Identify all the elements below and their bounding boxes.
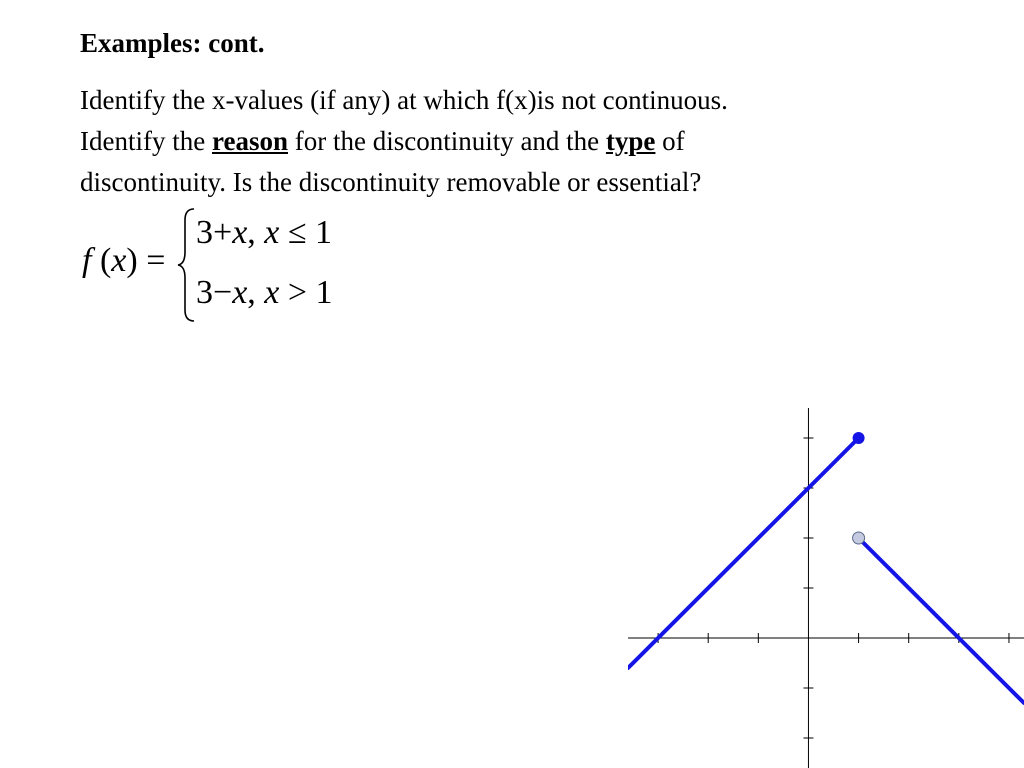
case-2-relation: > 1 <box>279 274 333 311</box>
case-1-relation: ≤ 1 <box>279 214 333 251</box>
line2-text-c: of <box>655 126 685 156</box>
case-1-comma: , <box>247 214 265 251</box>
left-brace <box>176 206 198 324</box>
case-2-expr: 3− <box>196 274 233 311</box>
case-2-cond-var: x <box>264 274 280 311</box>
problem-line-2 <box>80 121 980 162</box>
case-2-comma: , <box>247 274 265 311</box>
function-graph <box>628 408 1024 768</box>
open-endpoint <box>853 532 865 544</box>
problem-line-3: discontinuity. Is the discontinuity removable or essential? <box>80 167 702 197</box>
keyword-type: type <box>605 126 656 156</box>
series-2-line <box>859 538 1024 703</box>
case-1-expr: 3+ <box>196 214 233 251</box>
function-variable: x <box>111 242 127 279</box>
problem-statement <box>80 80 980 203</box>
case-1-cond-var: x <box>264 214 280 251</box>
case-2 <box>196 274 333 312</box>
function-lhs: f (x) = <box>82 242 166 279</box>
line2-text-b: for the discontinuity and the <box>287 126 606 156</box>
slide-title: Examples: cont. <box>80 28 265 58</box>
case-1-x: x <box>232 214 248 251</box>
case-2-x: x <box>232 274 248 311</box>
case-1 <box>196 214 332 252</box>
closed-endpoint <box>853 432 865 444</box>
line2-text-a: Identify the <box>80 126 212 156</box>
problem-line-1: Identify the x-values (if any) at which f(x)is not continuous. <box>80 85 728 115</box>
function-name: f <box>82 242 92 279</box>
keyword-reason: reason <box>211 126 288 156</box>
piecewise-function <box>82 206 362 324</box>
series-1-line <box>628 438 859 668</box>
